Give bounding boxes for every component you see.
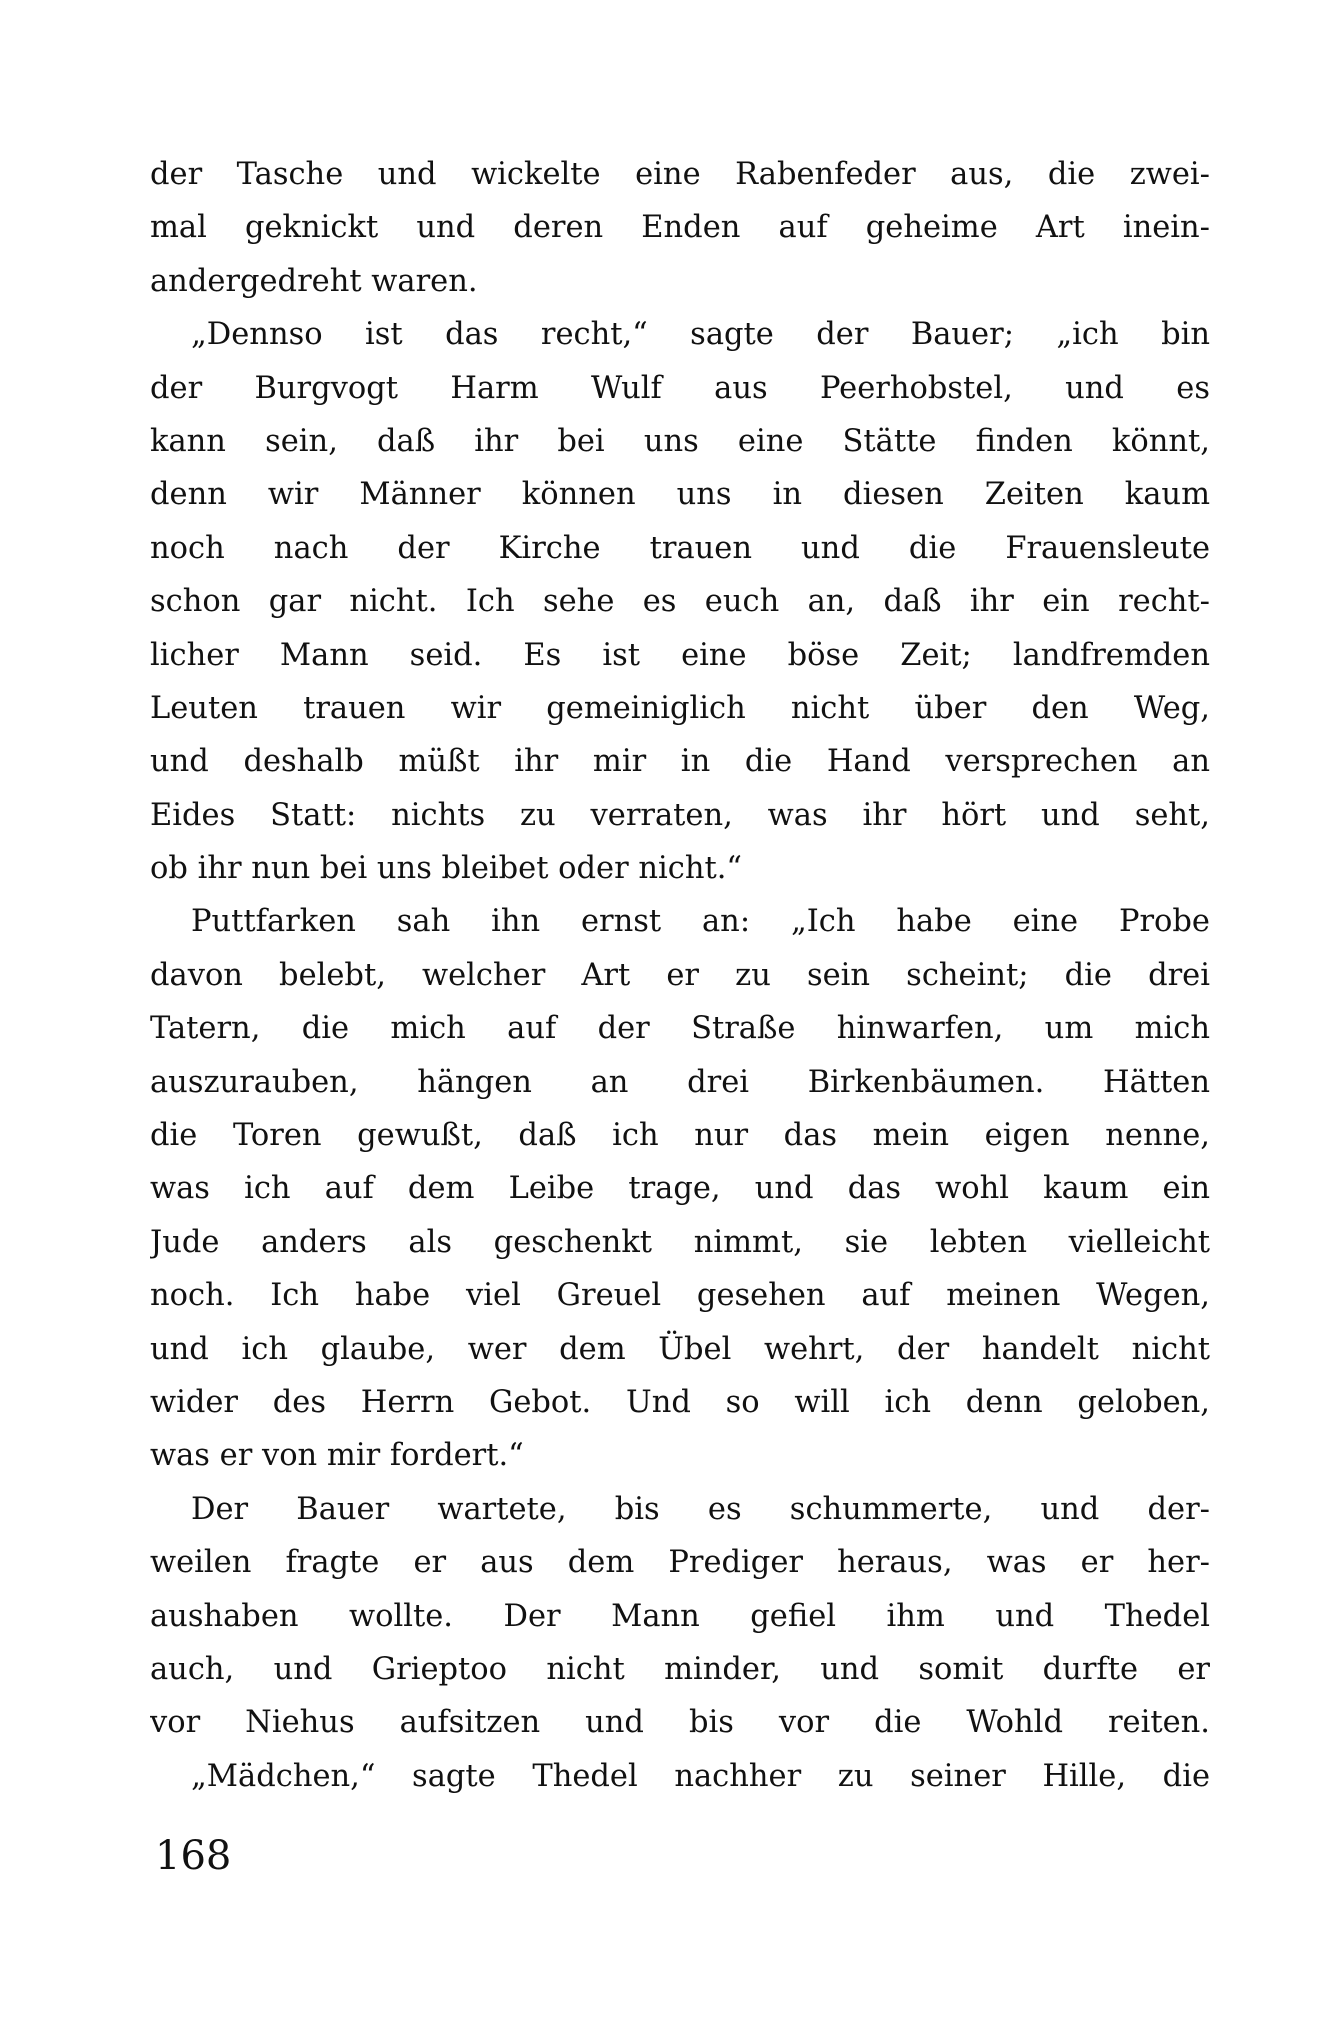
text-line: aushaben wollte. Der Mann gefiel ihm und Thedel	[150, 1598, 1210, 1634]
text-line: noch nach der Kirche trauen und die Frauensleute	[150, 530, 1210, 566]
text-line: Leuten trauen wir gemeiniglich nicht über den Weg,	[150, 690, 1210, 726]
text-line: auszurauben, hängen an drei Birkenbäumen. Hätten	[150, 1064, 1210, 1100]
text-line: weilen fragte er aus dem Prediger heraus, was er her-	[150, 1545, 1210, 1581]
text-line: Eides Statt: nichts zu verraten, was ihr hört und seht,	[150, 797, 1210, 833]
text-line: davon belebt, welcher Art er zu sein scheint; die drei	[150, 957, 1210, 993]
text-line: andergedreht waren.	[150, 263, 478, 299]
text-line: wider des Herrn Gebot. Und so will ich denn geloben,	[150, 1384, 1210, 1420]
text-line: die Toren gewußt, daß ich nur das mein eigen nenne,	[150, 1118, 1210, 1154]
text-line: kann sein, daß ihr bei uns eine Stätte finden könnt,	[150, 423, 1210, 459]
text-line: der Tasche und wickelte eine Rabenfeder aus, die zwei-	[150, 157, 1210, 192]
text-line: schon gar nicht. Ich sehe es euch an, daß ihr ein recht-	[150, 584, 1210, 620]
text-line: „Dennso ist das recht,“ sagte der Bauer; „ich bin	[191, 317, 1210, 353]
page-number: 168	[155, 1833, 232, 1879]
text-line: was er von mir fordert.“	[150, 1438, 524, 1474]
body-text	[150, 148, 1210, 1803]
text-line: mal geknickt und deren Enden auf geheime Art inein-	[150, 210, 1210, 246]
text-line: Tatern, die mich auf der Straße hinwarfen, um mich	[150, 1011, 1210, 1047]
text-line: denn wir Männer können uns in diesen Zeiten kaum	[150, 477, 1210, 513]
text-line: was ich auf dem Leibe trage, und das wohl kaum ein	[150, 1171, 1210, 1207]
text-line: auch, und Grieptoo nicht minder, und somit durfte er	[150, 1651, 1210, 1687]
text-line: vor Niehus aufsitzen und bis vor die Wohld reiten.	[150, 1705, 1210, 1741]
text-line: und ich glaube, wer dem Übel wehrt, der handelt nicht	[150, 1331, 1210, 1367]
text-line: licher Mann seid. Es ist eine böse Zeit; landfremden	[150, 637, 1210, 673]
text-line: Der Bauer wartete, bis es schummerte, und der-	[191, 1491, 1210, 1527]
text-line: ob ihr nun bei uns bleibet oder nicht.“	[150, 851, 743, 887]
text-line: der Burgvogt Harm Wulf aus Peerhobstel, und es	[150, 370, 1210, 406]
text-line: und deshalb müßt ihr mir in die Hand versprechen an	[150, 744, 1210, 780]
text-line: noch. Ich habe viel Greuel gesehen auf meinen Wegen,	[150, 1278, 1210, 1314]
text-line: „Mädchen,“ sagte Thedel nachher zu seiner Hille, die	[191, 1758, 1210, 1794]
text-line: Puttfarken sah ihn ernst an: „Ich habe eine Probe	[191, 904, 1210, 940]
text-line: Jude anders als geschenkt nimmt, sie lebten vielleicht	[150, 1224, 1210, 1260]
